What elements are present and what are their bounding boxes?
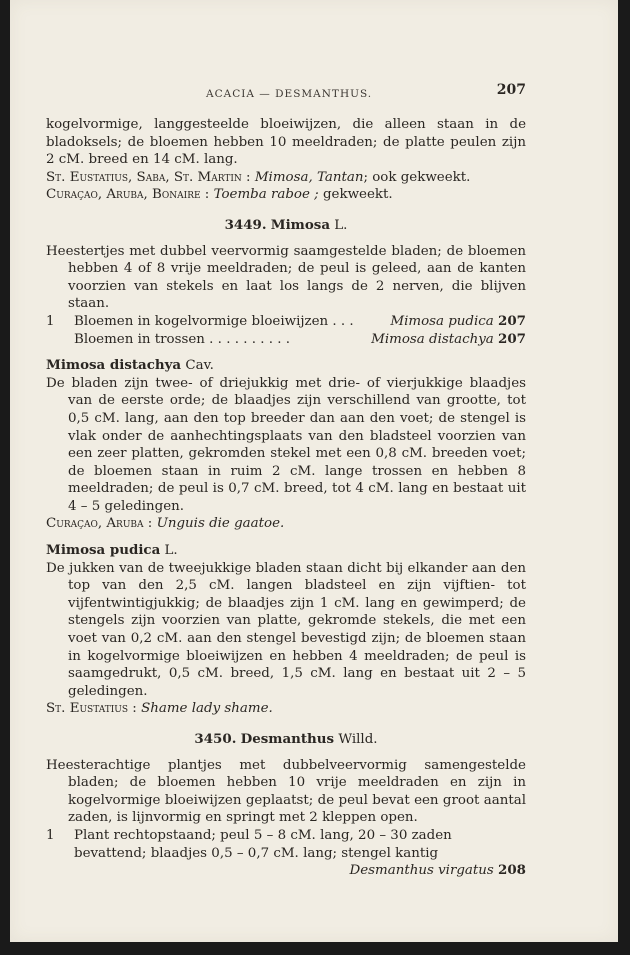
pudica-description: De jukken van de tweejukkige bladen staan dicht bij elkander aan den top van den 2,5 cM. langen bladsteel en zijn vijftien- tot vijfentwintigjukkig; de blaadjes zijn 1 cM. lang en gewimperd; de stengels zijn voorzien van platte, gekromde stekels, die met een voet van 0,2 cM. aan den stengel bevestigd zijn; de bloemen staan in kogelvormige bloeiwijzen en hebben 4 meeldraden; de peul is saamgedrukt, 0,5 cM. breed, 1,5 cM. lang en bestaat uit 2 – 5 geledingen. bbox=[46, 560, 526, 699]
key-number: 1 bbox=[46, 827, 55, 843]
acacia-distribution-2 bbox=[46, 186, 526, 204]
vernacular-names: Toemba raboe ; bbox=[213, 187, 319, 203]
species-heading-distachya bbox=[46, 357, 526, 375]
species-heading-pudica bbox=[46, 542, 526, 560]
key-result-name: Desmanthus virgatus bbox=[349, 863, 494, 879]
pudica-distribution bbox=[46, 700, 526, 718]
key-text: Plant rechtopstaand; peul 5 – 8 cM. lang, 20 – 30 zaden bevattend; blaadjes 0,5 – 0,7 cM. lang; stengel kantig bbox=[74, 827, 452, 861]
distachya-description: De bladen zijn twee- of driejukkig met drie- of vierjukkige blaadjes van de eerste orde; de blaadjes zijn verschillend van grootte, tot 0,5 cM. lang, aan den top breeder dan aan den voet; de stengel is vlak onder de aanhechtingsplaats van den bladsteel voorzien van een zeer platten, gekromden stekel met een 0,8 cM. breeden voet; de bloemen staan in ruim 2 cM. lange trossen en hebben 8 meeldraden; de peul is 0,7 cM. breed, tot 4 cM. lang en bestaat uit 4 – 5 geledingen. bbox=[46, 375, 526, 514]
genus-heading-mimosa bbox=[46, 217, 526, 235]
genus-author: L. bbox=[334, 217, 348, 233]
vernacular-names: Unguis die gaatoe. bbox=[156, 516, 285, 532]
mimosa-genus-description: Heestertjes met dubbel veervormig saamgestelde bladen; de bloemen hebben 4 of 8 vrije meeldraden; de peul is geleed, aan de kanten voorzien van stekels en laat los langs de 2 nerven, die blijven staan. bbox=[46, 243, 526, 312]
species-name: Mimosa distachya bbox=[46, 357, 182, 374]
species-author: Cav. bbox=[185, 358, 214, 374]
locality: Curaçao, Aruba, Bonaire : bbox=[46, 187, 210, 203]
vernacular-names: Shame lady shame. bbox=[141, 701, 273, 717]
key-text: Bloemen in trossen . . . . . . . . . . bbox=[74, 331, 291, 347]
note: ; ook gekweekt. bbox=[363, 169, 471, 185]
note: gekweekt. bbox=[322, 187, 393, 203]
page-header bbox=[46, 82, 526, 104]
running-head: ACACIA — DESMANTHUS. bbox=[206, 88, 373, 100]
genus-number: 3450. bbox=[194, 731, 237, 747]
genus-name: Desmanthus bbox=[240, 731, 335, 747]
genus-author: Willd. bbox=[338, 732, 378, 747]
book-page bbox=[10, 0, 618, 942]
key-result-name: Mimosa distachya bbox=[371, 331, 494, 347]
key-result-name: Mimosa pudica bbox=[390, 313, 494, 329]
desmanthus-key-line bbox=[46, 827, 526, 862]
key-number: 1 bbox=[46, 313, 55, 329]
locality: Curaçao, Aruba : bbox=[46, 516, 153, 532]
desmanthus-genus-description: Heesterachtige plantjes met dubbelveervormig samengestelde bladen; de bloemen hebben 10 vrije meeldraden en zijn in kogelvormige bloeiwijzen geplaatst; de peul bevat een groot aantal zaden, is lijnvormig en springt met 2 kleppen open. bbox=[46, 757, 526, 826]
species-author: L. bbox=[164, 543, 178, 559]
genus-number: 3449. bbox=[224, 216, 267, 233]
locality: St. Eustatius, Saba, St. Martin : bbox=[46, 169, 251, 185]
acacia-description-end: kogelvormige, langgesteelde bloeiwijzen, die alleen staan in de bladoksels; de bloemen hebben 10 meeldraden; de platte peulen zijn 2 cM. breed en 14 cM. lang. bbox=[46, 117, 526, 168]
page-content bbox=[46, 82, 526, 880]
species-name: Mimosa pudica bbox=[46, 542, 161, 559]
key-result-page: 207 bbox=[498, 312, 526, 329]
distachya-distribution bbox=[46, 515, 526, 533]
key-text: Bloemen in kogelvormige bloeiwijzen . . . bbox=[74, 313, 354, 329]
genus-heading-desmanthus bbox=[46, 731, 526, 749]
key-line-1 bbox=[46, 313, 526, 331]
page-number: 207 bbox=[496, 82, 526, 98]
key-result-page: 208 bbox=[498, 862, 526, 879]
key-result bbox=[371, 331, 526, 349]
key-result-page: 207 bbox=[498, 330, 526, 347]
acacia-distribution-1 bbox=[46, 169, 526, 187]
vernacular-names: Mimosa, Tantan bbox=[254, 169, 364, 185]
genus-name: Mimosa bbox=[270, 216, 330, 233]
key-line-2 bbox=[46, 331, 526, 349]
desmanthus-key-result bbox=[46, 862, 526, 880]
locality: St. Eustatius : bbox=[46, 701, 137, 717]
key-result bbox=[390, 313, 526, 331]
